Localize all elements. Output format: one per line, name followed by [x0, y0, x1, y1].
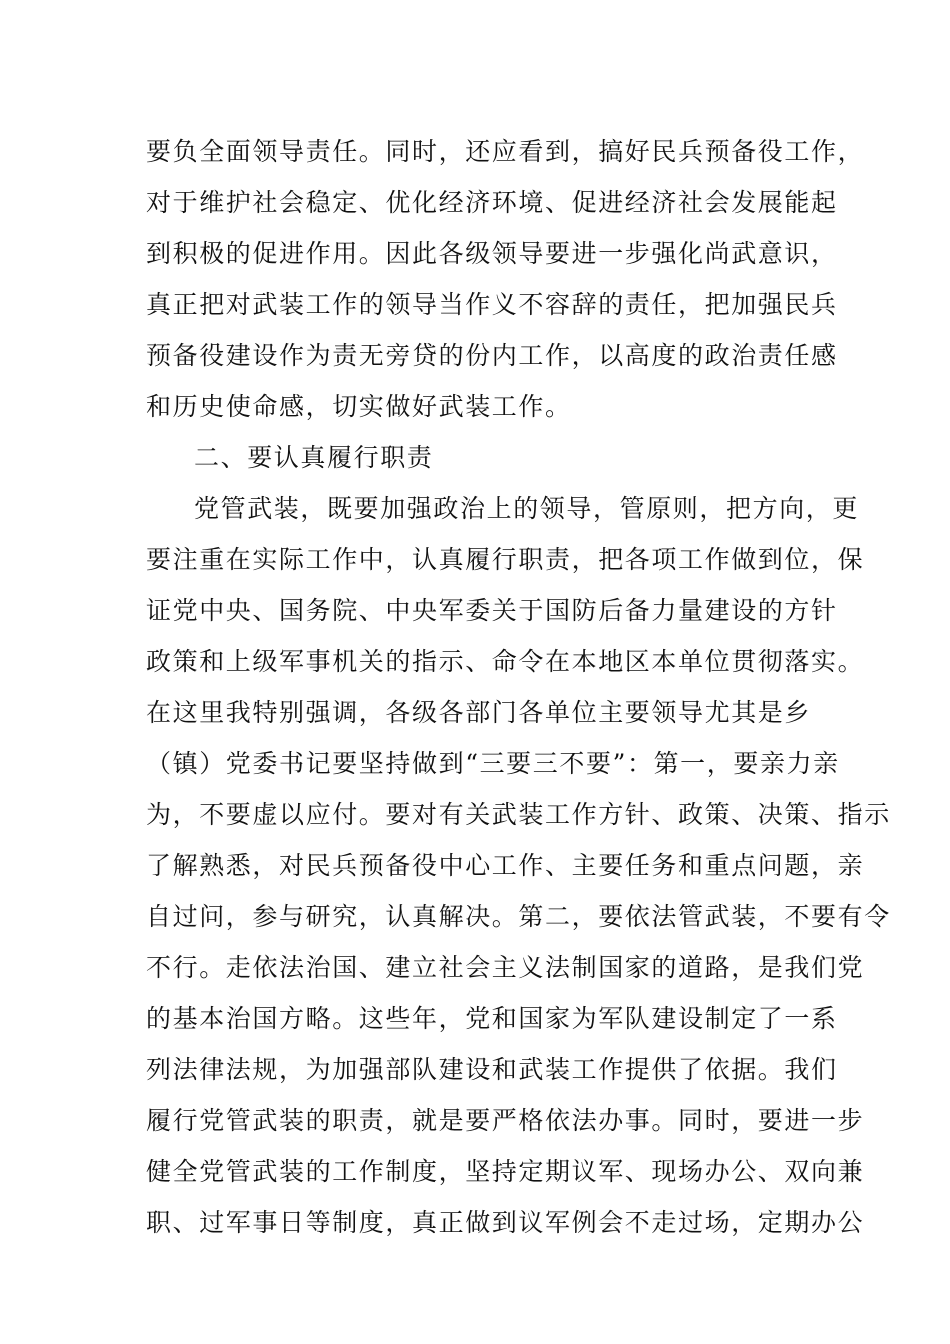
text-line: 预备役建设作为责无旁贷的份内工作，以高度的政治责任感	[146, 341, 838, 370]
document-body	[146, 126, 891, 1248]
paragraph-first-line: 党管武装，既要加强政治上的领导，管原则，把方向，更	[194, 494, 860, 523]
text-line: 要注重在实际工作中，认真履行职责，把各项工作做到位，保	[146, 545, 865, 574]
text-line: 和历史使命感，切实做好武装工作。	[146, 392, 572, 421]
text-line: 真正把对武装工作的领导当作义不容辞的责任，把加强民兵	[146, 290, 838, 319]
text-line: 在这里我特别强调，各级各部门各单位主要领导尤其是乡	[146, 698, 812, 727]
text-line: 履行党管武装的职责，就是要严格依法办事。同时，要进一步	[146, 1106, 865, 1135]
text-line: 的基本治国方略。这些年，党和国家为军队建设制定了一系	[146, 1004, 838, 1033]
text-line: 列法律法规，为加强部队建设和武装工作提供了依据。我们	[146, 1055, 838, 1084]
text-line: 职、过军事日等制度，真正做到议军例会不走过场，定期办公	[146, 1208, 865, 1237]
text-line: 要负全面领导责任。同时，还应看到，搞好民兵预备役工作，	[146, 137, 865, 166]
text-line: 了解熟悉，对民兵预备役中心工作、主要任务和重点问题，亲	[146, 851, 865, 880]
section-heading: 二、要认真履行职责	[194, 443, 434, 472]
text-line: 到积极的促进作用。因此各级领导要进一步强化尚武意识，	[146, 239, 838, 268]
text-line: 证党中央、国务院、中央军委关于国防后备力量建设的方针	[146, 596, 838, 625]
text-line: 健全党管武装的工作制度，坚持定期议军、现场办公、双向兼	[146, 1157, 865, 1186]
text-line: 政策和上级军事机关的指示、命令在本地区本单位贯彻落实。	[146, 647, 865, 676]
text-line: （镇）党委书记要坚持做到“三要三不要”：第一，要亲力亲	[146, 749, 840, 778]
text-line: 对于维护社会稳定、优化经济环境、促进经济社会发展能起	[146, 188, 838, 217]
text-line: 为，不要虚以应付。要对有关武装工作方针、政策、决策、指示	[146, 800, 891, 829]
text-line: 不行。走依法治国、建立社会主义法制国家的道路，是我们党	[146, 953, 865, 982]
text-line: 自过问，参与研究，认真解决。第二，要依法管武装，不要有令	[146, 902, 891, 931]
